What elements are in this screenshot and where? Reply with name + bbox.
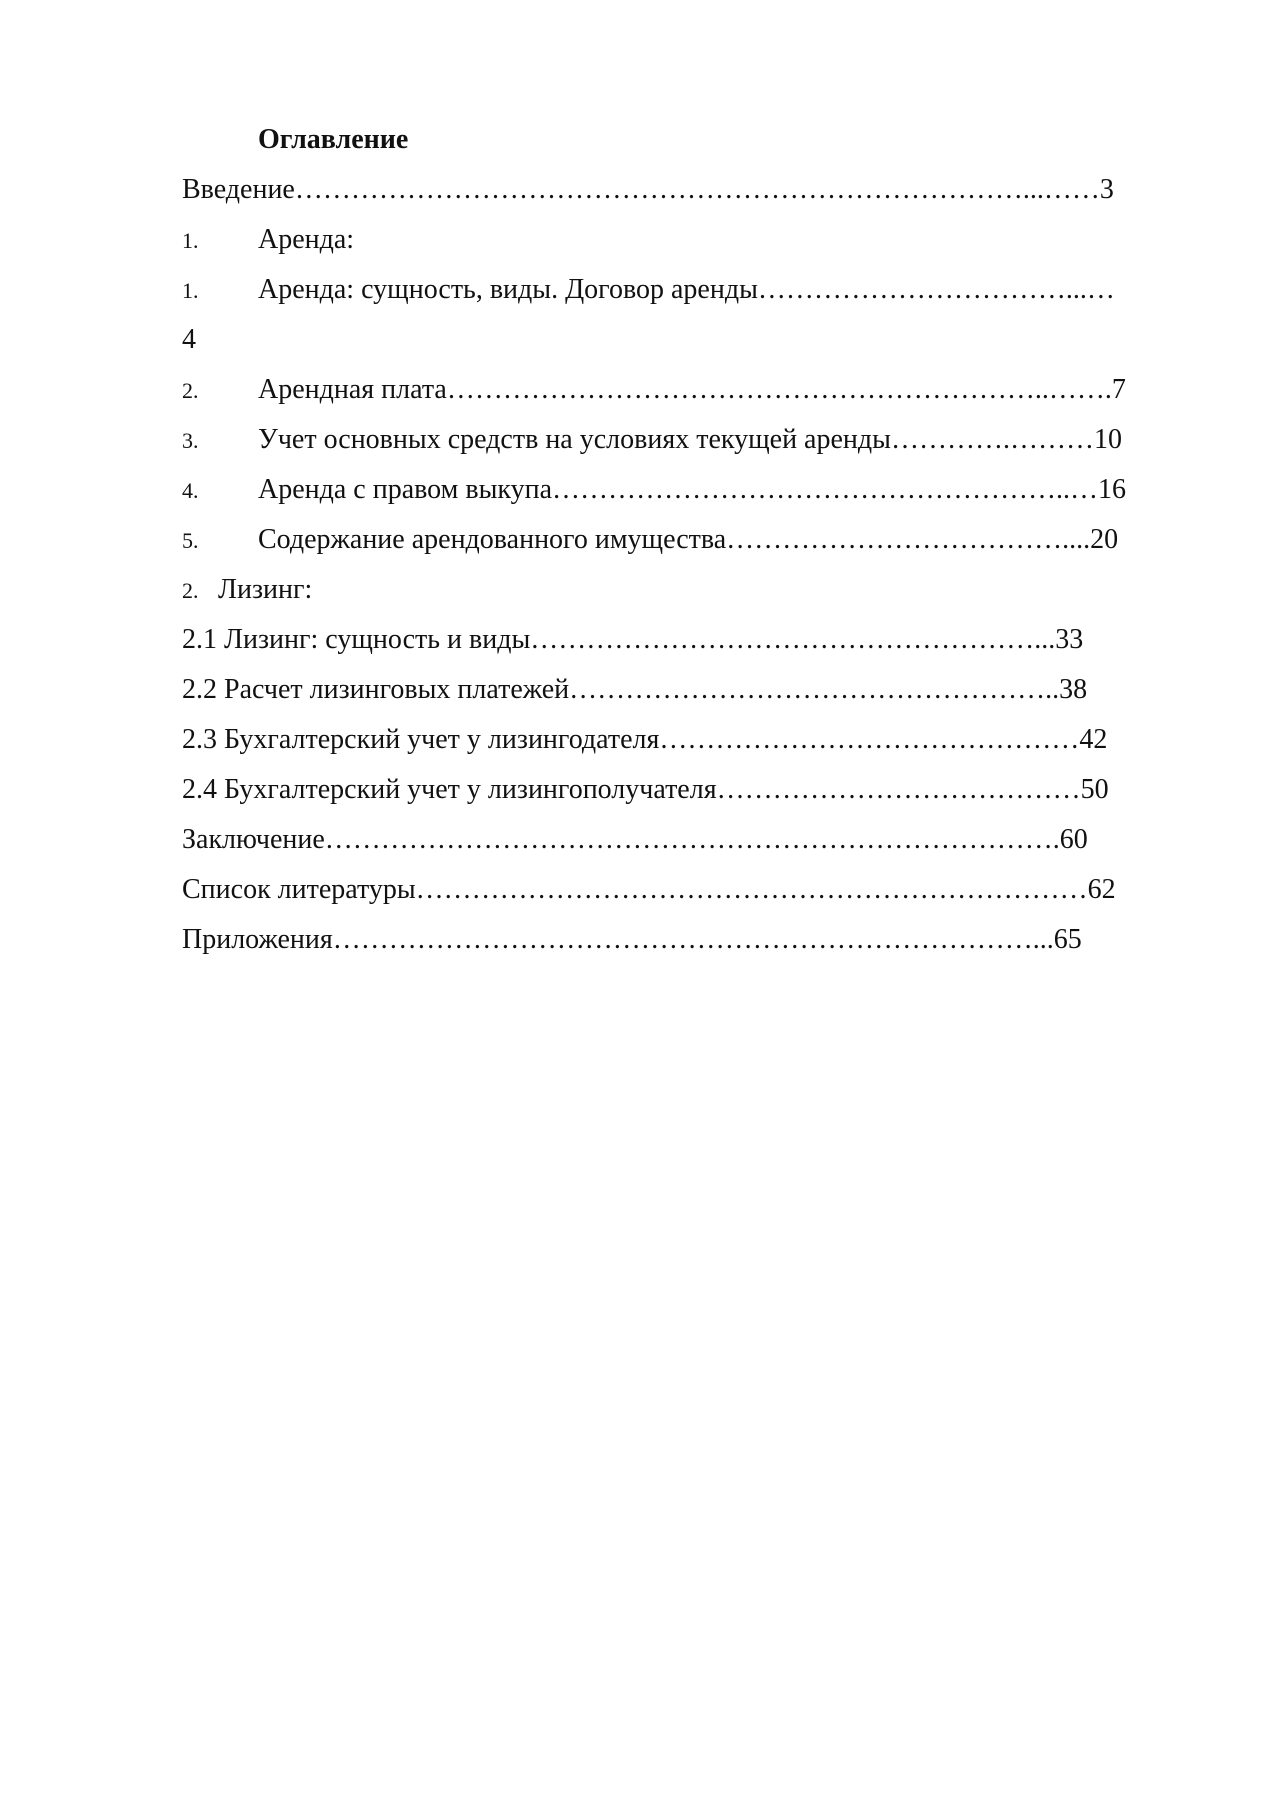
toc-entry-2-2 [182,665,1087,715]
toc-section-number: 2. [182,578,199,603]
toc-section-title: Лизинг: [218,574,313,605]
toc-item-number: 2. [182,378,199,403]
toc-entry-text: Аренда с правом выкупа………………………………………………..…16 [258,474,1127,505]
page-title: Оглавление [258,124,409,155]
toc-entry-conclusion [182,815,1088,865]
toc-entry-text: Введение……………………………………………………………………...……3 [182,174,1114,205]
toc-entry-text: 2.4 Бухгалтерский учет у лизингополучателя…………………………………50 [182,774,1109,805]
toc-entry-text: 2.1 Лизинг: сущность и виды………………………………………………...33 [182,624,1084,655]
toc-entry-text: Аренда: сущность, виды. Договор аренды……………………………...… [258,274,1115,305]
toc-section-title: Аренда: [258,224,355,255]
toc-entry-text: 2.2 Расчет лизинговых платежей……………………………………………..38 [182,674,1088,705]
toc-entry-1-3 [182,415,1122,466]
toc-entry-appendices [182,915,1082,965]
toc-item-number: 5. [182,528,199,553]
toc-entry-text: 2.3 Бухгалтерский учет у лизингодателя………………………………………42 [182,724,1108,755]
toc-entry-1-1 [182,265,1115,316]
toc-section-2-heading [182,565,312,616]
toc-entry-text: Арендная плата………………………………………………………..…….7 [258,374,1126,405]
toc-item-number: 4. [182,478,199,503]
toc-entry-text: Приложения…………………………………………………………………...65 [182,924,1082,955]
toc-entry-1-4 [182,465,1126,516]
toc-entry-1-1-page [182,315,196,365]
toc-entry-text: Учет основных средств на условиях текущей аренды………….………10 [258,424,1122,455]
toc-entry-2-4 [182,765,1109,815]
toc-entry-1-2 [182,365,1126,416]
toc-item-number: 1. [182,278,199,303]
toc-entry-text: Заключение…………………………………………………………………….60 [182,824,1088,855]
toc-entry-text: Содержание арендованного имущества………………………………....20 [258,524,1119,555]
toc-entry-text: Список литературы………………………………………………………………62 [182,874,1116,905]
toc-entry-references [182,865,1116,915]
toc-entry-2-1 [182,615,1083,665]
toc-entry-2-3 [182,715,1107,765]
toc-entry-introduction [182,165,1114,215]
toc-page-number: 4 [182,324,196,355]
toc-section-1-heading [182,215,354,266]
toc-item-number: 3. [182,428,199,453]
toc-section-number: 1. [182,228,199,253]
toc-entry-1-5 [182,515,1118,566]
